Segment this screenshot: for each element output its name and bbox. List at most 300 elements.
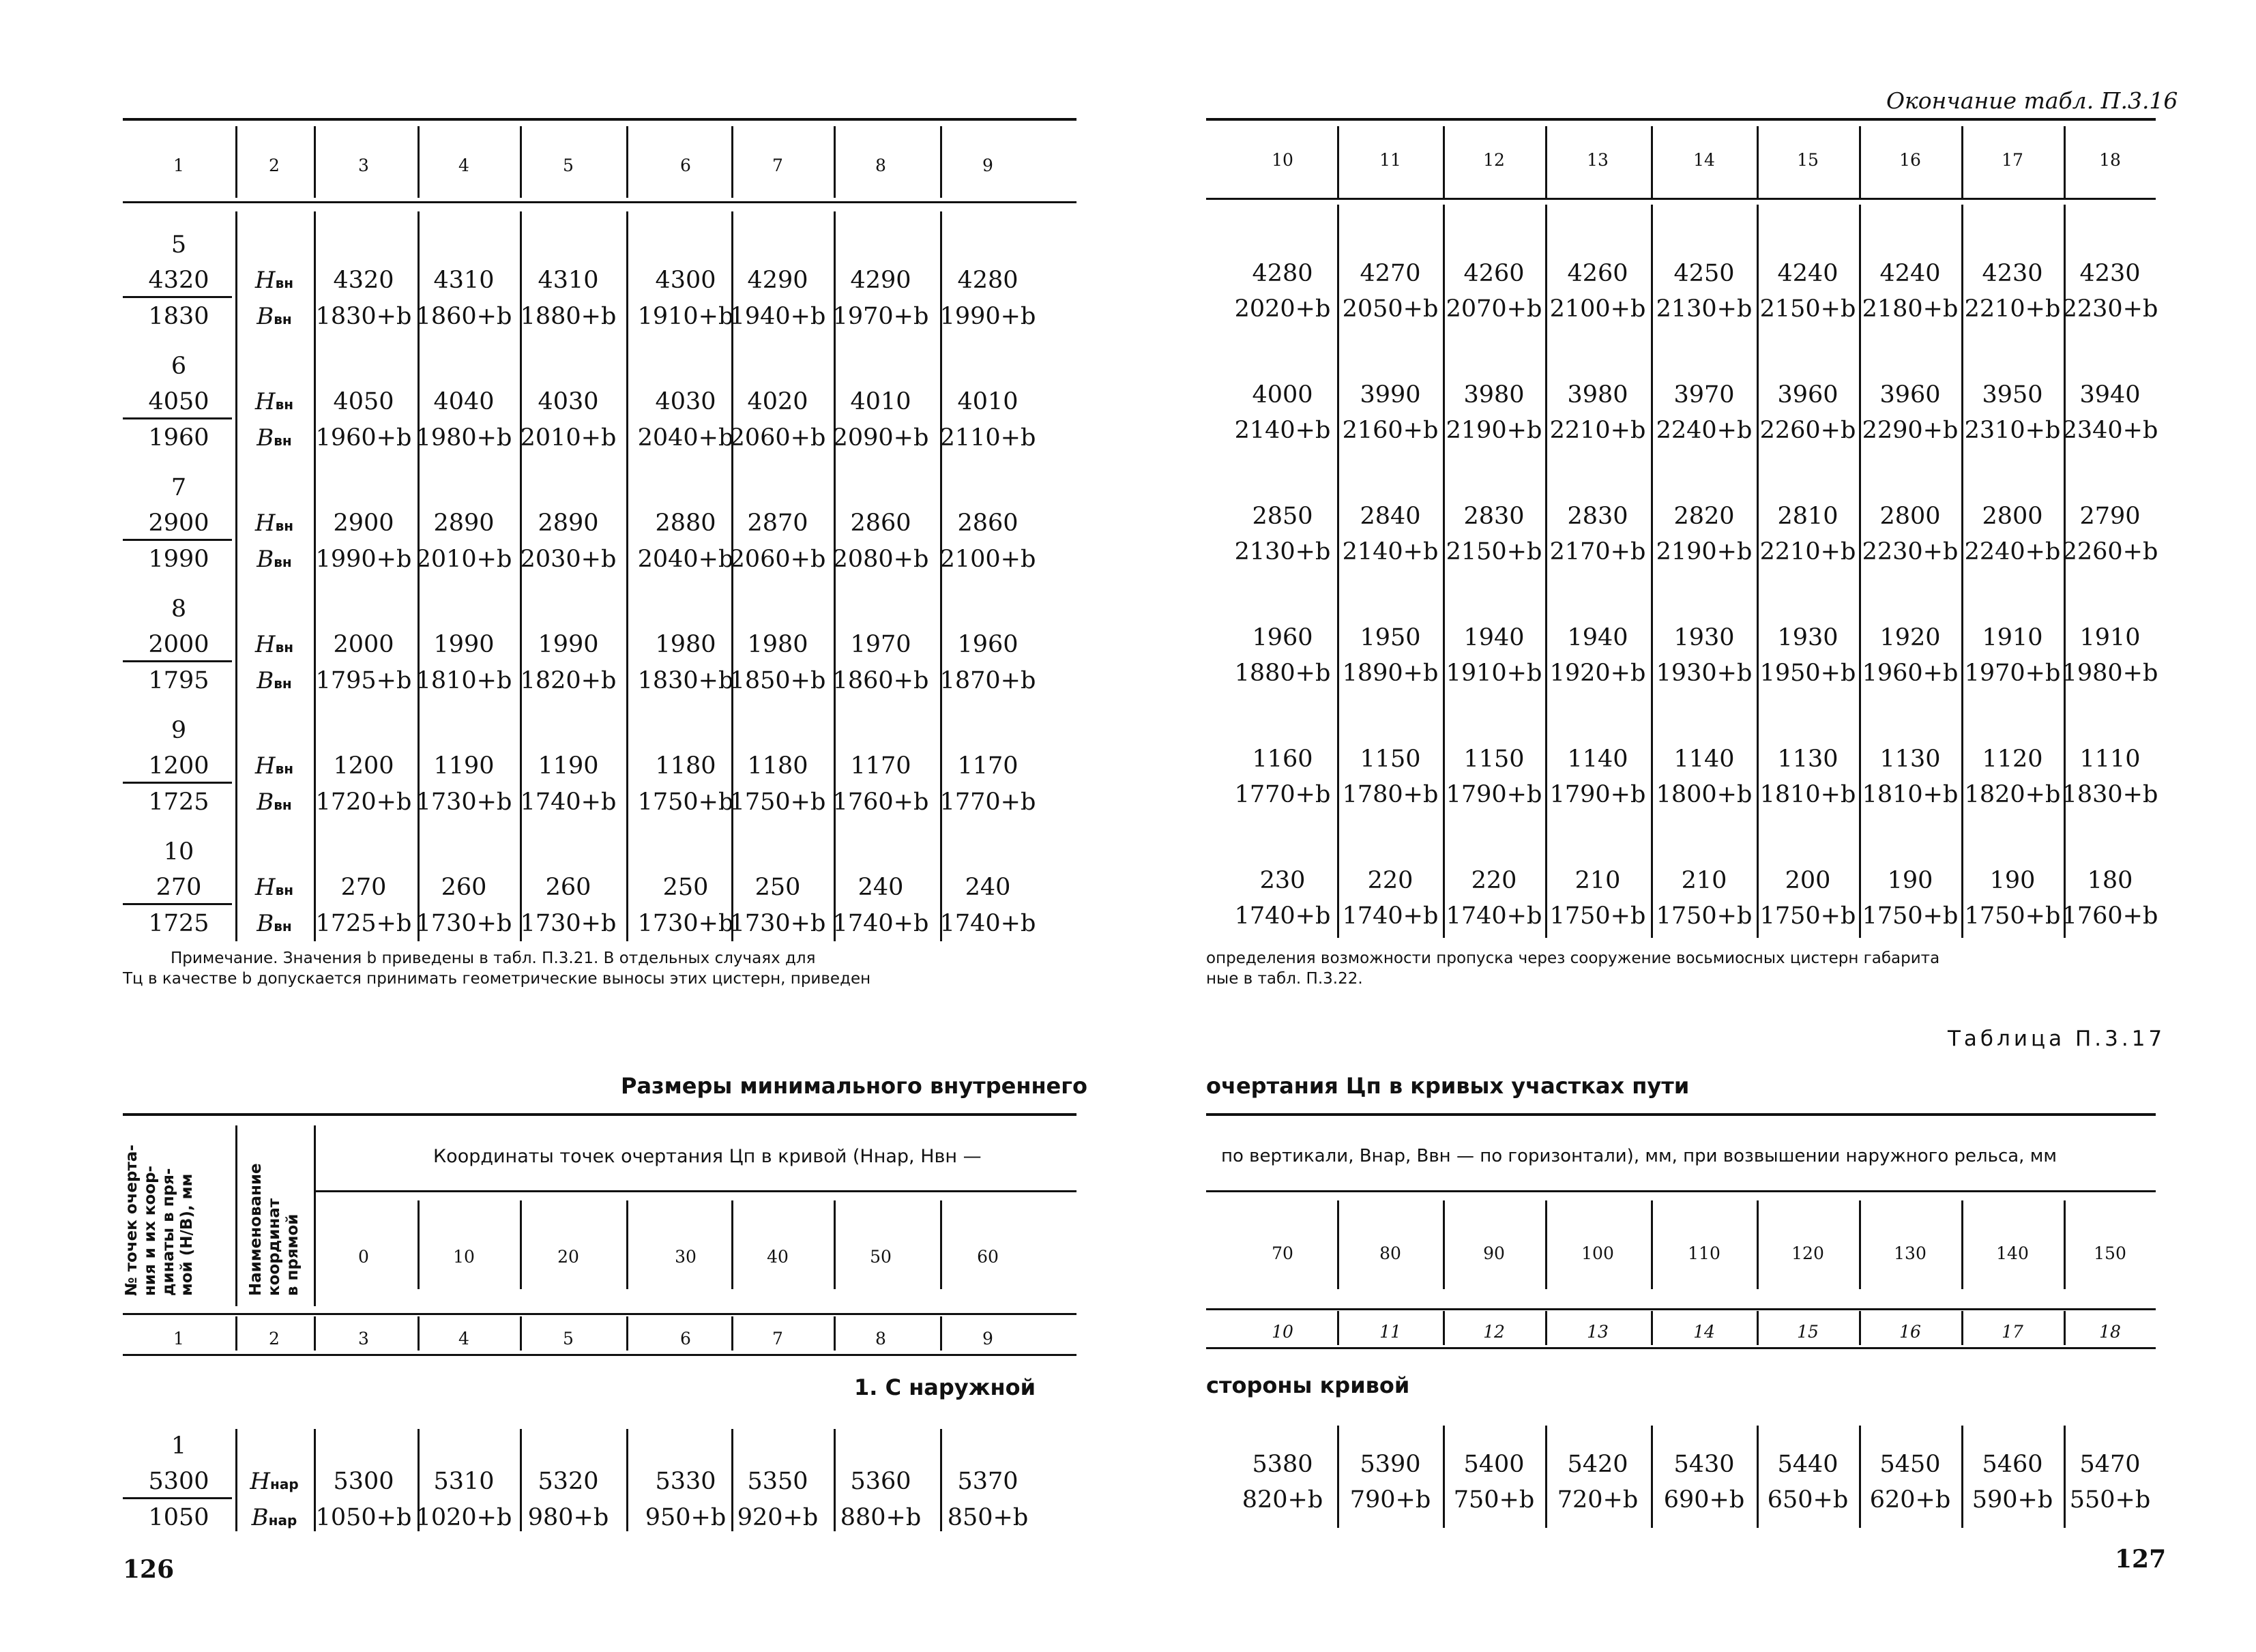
coordinate-name-h <box>237 269 312 292</box>
point-h-straight: 1200 <box>148 752 209 780</box>
h-value: 5430 <box>1673 1451 1735 1478</box>
h-value: 2880 <box>655 510 716 537</box>
h-value: 1990 <box>538 631 599 658</box>
h-value: 1940 <box>1463 624 1525 651</box>
b-value: 2260+b <box>1759 417 1856 444</box>
h-value: 5360 <box>850 1468 911 1495</box>
b-value: 2130+b <box>1234 538 1331 565</box>
coordinate-letter: B <box>257 424 274 452</box>
coordinate-letter: B <box>257 910 274 937</box>
coordinate-letter: B <box>257 788 274 816</box>
header-column-rule <box>520 1200 522 1289</box>
h-value: 2790 <box>2079 503 2141 530</box>
b-value: 1740+b <box>520 788 617 816</box>
b-value: 880+b <box>840 1504 922 1531</box>
b-value: 1790+b <box>1446 781 1542 808</box>
body-column-rule <box>1859 1426 1861 1528</box>
h-value: 3960 <box>1879 381 1941 409</box>
coordinate-letter: H <box>254 752 276 780</box>
body-column-rule <box>1757 1426 1759 1528</box>
b-value: 1970+b <box>1964 660 2061 687</box>
h-value: 4000 <box>1252 381 1313 409</box>
b-value: 1720+b <box>315 788 412 816</box>
h-value: 200 <box>1785 867 1831 894</box>
column-index: 5 <box>563 1329 574 1348</box>
b-value: 1810+b <box>1759 781 1856 808</box>
h-value: 1200 <box>333 752 394 780</box>
h-value: 1190 <box>433 752 495 780</box>
table-top-rule <box>123 1113 1076 1116</box>
h-value: 1190 <box>538 752 599 780</box>
point-b-straight: 1990 <box>148 546 209 573</box>
column-index: 9 <box>982 1329 993 1348</box>
h-value: 2830 <box>1463 503 1525 530</box>
h-value: 5350 <box>747 1468 808 1495</box>
b-value: 1910+b <box>637 303 734 330</box>
b-value: 1820+b <box>520 667 617 694</box>
h-value: 3980 <box>1567 381 1628 409</box>
b-value: 1770+b <box>939 788 1036 816</box>
h-value: 1920 <box>1879 624 1941 651</box>
elevation-value: 140 <box>1996 1243 2029 1263</box>
point-h-straight: 270 <box>156 874 202 901</box>
h-value: 2860 <box>850 510 911 537</box>
h-value: 190 <box>1887 867 1933 894</box>
b-value: 1050+b <box>315 1504 412 1531</box>
h-value: 250 <box>662 874 709 901</box>
h-value: 2820 <box>1673 503 1735 530</box>
b-value: 1730+b <box>520 910 617 937</box>
header-column-rule <box>626 126 628 198</box>
section-title: Размеры минимального внутреннего <box>621 1073 1087 1099</box>
b-value: 1860+b <box>415 303 512 330</box>
h-value: 2810 <box>1777 503 1839 530</box>
header-col-number: 16 <box>1899 150 1921 170</box>
coordinate-subscript: вн <box>274 432 292 449</box>
point-h-straight: 2000 <box>148 631 209 658</box>
b-value: 2160+b <box>1342 417 1439 444</box>
h-value: 3950 <box>1982 381 2043 409</box>
elevation-value: 100 <box>1581 1243 1614 1263</box>
b-value: 1930+b <box>1656 660 1753 687</box>
column-index: 12 <box>1483 1322 1505 1342</box>
elevation-value: 30 <box>675 1247 697 1267</box>
coordinate-subscript: вн <box>274 797 292 813</box>
elevation-value: 70 <box>1272 1243 1293 1263</box>
b-value: 2180+b <box>1862 295 1959 323</box>
h-value: 4010 <box>957 388 1019 415</box>
header-col-number: 1 <box>173 156 184 175</box>
header-col-number: 10 <box>1272 150 1293 170</box>
b-value: 1730+b <box>415 910 512 937</box>
b-value: 2090+b <box>832 424 929 452</box>
h-value: 5370 <box>957 1468 1019 1495</box>
h-value: 4260 <box>1463 260 1525 287</box>
b-value: 1750+b <box>1549 902 1646 930</box>
b-value: 2130+b <box>1656 295 1753 323</box>
b-value: 1750+b <box>1656 902 1753 930</box>
b-value: 2150+b <box>1446 538 1542 565</box>
b-value: 2230+b <box>2062 295 2158 323</box>
b-value: 1830+b <box>637 667 734 694</box>
b-value: 1870+b <box>939 667 1036 694</box>
h-value: 4300 <box>655 267 716 294</box>
h-value: 5320 <box>538 1468 599 1495</box>
h-value: 4310 <box>433 267 495 294</box>
elevation-value: 150 <box>2094 1243 2126 1263</box>
elevation-value: 110 <box>1688 1243 1720 1263</box>
index-bottom-rule <box>123 1354 1076 1356</box>
h-value: 4290 <box>747 267 808 294</box>
b-value: 2190+b <box>1656 538 1753 565</box>
column-index: 4 <box>458 1329 469 1348</box>
b-value: 2050+b <box>1342 295 1439 323</box>
h-value: 1960 <box>957 631 1019 658</box>
header-col-number: 18 <box>2099 150 2121 170</box>
column-head-coordinate-names: Наименование координат в прямой <box>247 1163 302 1296</box>
b-value: 1920+b <box>1549 660 1646 687</box>
h-value: 1110 <box>2079 746 2141 773</box>
h-value: 3980 <box>1463 381 1525 409</box>
h-value: 2830 <box>1567 503 1628 530</box>
b-value: 2170+b <box>1549 538 1646 565</box>
b-value: 690+b <box>1663 1486 1745 1514</box>
b-value: 1970+b <box>832 303 929 330</box>
header-col-number: 2 <box>269 156 280 175</box>
column-index: 15 <box>1797 1322 1819 1342</box>
h-value: 1940 <box>1567 624 1628 651</box>
b-value: 2010+b <box>520 424 617 452</box>
coordinate-name-h <box>237 876 312 899</box>
column-index: 13 <box>1587 1322 1609 1342</box>
note-line: Примечание. Значения b приведены в табл. П.3.21. В отдельных случаях для <box>171 949 816 967</box>
h-value: 2870 <box>747 510 808 537</box>
b-value: 1750+b <box>729 788 826 816</box>
coordinate-subscript: вн <box>275 761 294 777</box>
table-label: Таблица П.3.17 <box>1948 1027 2166 1051</box>
header-column-rule <box>731 1200 733 1289</box>
h-value: 1930 <box>1777 624 1839 651</box>
b-value: 1850+b <box>729 667 826 694</box>
b-value: 720+b <box>1557 1486 1639 1514</box>
coordinate-subscript: вн <box>275 396 294 413</box>
h-value: 2860 <box>957 510 1019 537</box>
b-value: 2290+b <box>1862 417 1959 444</box>
h-value: 240 <box>858 874 904 901</box>
point-number: 1 <box>171 1432 187 1460</box>
b-value: 1960+b <box>1862 660 1959 687</box>
coordinates-heading: по вертикали, Bнар, Bвн — по горизонтали), мм, при возвышении наружного рельса, мм <box>1221 1146 2057 1166</box>
point-b-straight: 1960 <box>148 424 209 452</box>
b-value: 1740+b <box>1446 902 1542 930</box>
h-value: 2800 <box>1879 503 1941 530</box>
b-value: 850+b <box>947 1504 1029 1531</box>
coordinate-name-b <box>237 305 312 328</box>
b-value: 2240+b <box>1656 417 1753 444</box>
h-value: 2890 <box>538 510 599 537</box>
h-value: 4020 <box>747 388 808 415</box>
h-value: 220 <box>1471 867 1517 894</box>
b-value: 1795+b <box>315 667 412 694</box>
coordinate-name-b <box>237 548 312 571</box>
h-value: 4030 <box>655 388 716 415</box>
b-value: 2150+b <box>1759 295 1856 323</box>
header-column-rule <box>314 1125 316 1306</box>
b-value: 1730+b <box>729 910 826 937</box>
header-bottom-rule <box>1206 198 2156 200</box>
h-value: 4230 <box>2079 260 2141 287</box>
b-value: 1890+b <box>1342 660 1439 687</box>
coordinate-letter: B <box>257 667 274 694</box>
h-value: 5310 <box>433 1468 495 1495</box>
elevation-value: 10 <box>453 1247 475 1267</box>
b-value: 750+b <box>1453 1486 1535 1514</box>
header-col-number: 5 <box>563 156 574 175</box>
table-top-rule <box>1206 118 2156 121</box>
b-value: 1020+b <box>415 1504 512 1531</box>
header-column-rule <box>626 1200 628 1289</box>
h-value: 2840 <box>1360 503 1421 530</box>
b-value: 1740+b <box>1234 902 1331 930</box>
h-value: 1980 <box>655 631 716 658</box>
coordinate-name-h <box>237 390 312 413</box>
b-value: 620+b <box>1869 1486 1951 1514</box>
header-col-number: 15 <box>1797 150 1819 170</box>
note-line: Тц в качестве b допускается принимать геометрические выносы этих цистерн, приведен <box>123 970 871 988</box>
b-value: 950+b <box>645 1504 727 1531</box>
coordinate-letter: B <box>251 1504 269 1531</box>
coordinate-name-b <box>237 1506 312 1529</box>
h-value: 2850 <box>1252 503 1313 530</box>
h-value: 4260 <box>1567 260 1628 287</box>
column-index: 2 <box>269 1329 280 1348</box>
h-value: 4040 <box>433 388 495 415</box>
h-value: 5470 <box>2079 1451 2141 1478</box>
b-value: 650+b <box>1767 1486 1849 1514</box>
h-value: 4230 <box>1982 260 2043 287</box>
elevation-value: 0 <box>358 1247 369 1267</box>
b-value: 1790+b <box>1549 781 1646 808</box>
b-value: 2140+b <box>1234 417 1331 444</box>
coordinate-name-b <box>237 788 312 816</box>
b-value: 2240+b <box>1964 538 2061 565</box>
b-value: 1830+b <box>315 303 412 330</box>
b-value: 1780+b <box>1342 781 1439 808</box>
page-number: 126 <box>123 1555 175 1584</box>
h-value: 4320 <box>333 267 394 294</box>
point-b-straight: 1795 <box>148 667 209 694</box>
b-value: 1820+b <box>1964 781 2061 808</box>
header-bottom-rule <box>123 201 1076 203</box>
coordinate-letter: H <box>254 388 276 415</box>
header-col-number: 4 <box>458 156 469 175</box>
h-value: 1980 <box>747 631 808 658</box>
coordinate-subscript: вн <box>275 639 294 655</box>
b-value: 1980+b <box>2062 660 2158 687</box>
coordinate-name-h <box>237 1470 312 1493</box>
header-col-number: 3 <box>358 156 369 175</box>
coordinate-name-b <box>237 424 312 452</box>
b-value: 2040+b <box>637 546 734 573</box>
coordinate-subscript: вн <box>274 918 292 934</box>
b-value: 1990+b <box>315 546 412 573</box>
b-value: 1730+b <box>415 788 512 816</box>
h-value: 4010 <box>850 388 911 415</box>
b-value: 2210+b <box>1759 538 1856 565</box>
coordinate-letter: H <box>254 510 276 537</box>
b-value: 2060+b <box>729 424 826 452</box>
column-index: 3 <box>358 1329 369 1348</box>
b-value: 2020+b <box>1234 295 1331 323</box>
index-bottom-rule <box>1206 1347 2156 1349</box>
h-value: 260 <box>545 874 591 901</box>
b-value: 2310+b <box>1964 417 2061 444</box>
h-value: 5460 <box>1982 1451 2043 1478</box>
column-index: 11 <box>1379 1322 1401 1342</box>
body-column-rule <box>1545 1426 1547 1528</box>
h-value: 3990 <box>1360 381 1421 409</box>
body-column-rule <box>1651 1426 1653 1528</box>
b-value: 1810+b <box>415 667 512 694</box>
h-value: 4310 <box>538 267 599 294</box>
coordinates-heading: Координаты точек очертания Цп в кривой (Hнар, Hвн — <box>433 1146 982 1167</box>
coordinate-subscript: вн <box>275 518 294 534</box>
point-h-straight: 2900 <box>148 510 209 537</box>
header-col-number: 12 <box>1483 150 1505 170</box>
h-value: 5300 <box>333 1468 394 1495</box>
coordinate-subscript: нар <box>270 1476 299 1492</box>
header-column-rule <box>235 1125 237 1306</box>
b-value: 1960+b <box>315 424 412 452</box>
b-value: 2210+b <box>1549 417 1646 444</box>
h-value: 220 <box>1367 867 1413 894</box>
coordinate-letter: H <box>254 631 276 658</box>
h-value: 1910 <box>2079 624 2141 651</box>
note-line: определения возможности пропуска через сооружение восьмиосных цистерн габарита <box>1206 949 1940 967</box>
h-value: 1150 <box>1463 746 1525 773</box>
h-value: 4050 <box>333 388 394 415</box>
h-value: 5400 <box>1463 1451 1525 1478</box>
fraction-bar <box>123 1497 232 1499</box>
point-number: 9 <box>171 717 187 744</box>
column-index: 7 <box>772 1329 783 1348</box>
header-col-number: 13 <box>1587 150 1609 170</box>
body-column-rule <box>626 211 628 941</box>
point-b-straight: 1725 <box>148 910 209 937</box>
h-value: 1990 <box>433 631 495 658</box>
b-value: 1990+b <box>939 303 1036 330</box>
b-value: 1740+b <box>832 910 929 937</box>
b-value: 2060+b <box>729 546 826 573</box>
h-value: 5390 <box>1360 1451 1421 1478</box>
point-b-straight: 1830 <box>148 303 209 330</box>
h-value: 1180 <box>655 752 716 780</box>
body-column-rule <box>1337 1426 1339 1528</box>
column-index: 8 <box>875 1329 886 1348</box>
coordinate-subscript: вн <box>275 882 294 898</box>
header-sub-rule <box>1206 1190 2156 1192</box>
b-value: 1880+b <box>520 303 617 330</box>
header-column-rule <box>834 1200 836 1289</box>
coordinate-letter: H <box>254 267 276 294</box>
point-b-straight: 1050 <box>148 1504 209 1531</box>
elevation-value: 130 <box>1894 1243 1927 1263</box>
b-value: 590+b <box>1972 1486 2053 1514</box>
b-value: 2100+b <box>939 546 1036 573</box>
h-value: 4290 <box>850 267 911 294</box>
h-value: 3960 <box>1777 381 1839 409</box>
h-value: 1160 <box>1252 746 1313 773</box>
h-value: 1910 <box>1982 624 2043 651</box>
b-value: 1750+b <box>1759 902 1856 930</box>
b-value: 1740+b <box>1342 902 1439 930</box>
b-value: 920+b <box>737 1504 819 1531</box>
h-value: 190 <box>1989 867 2036 894</box>
coordinate-subscript: вн <box>274 675 292 692</box>
b-value: 1740+b <box>939 910 1036 937</box>
h-value: 3940 <box>2079 381 2141 409</box>
h-value: 1960 <box>1252 624 1313 651</box>
h-value: 1930 <box>1673 624 1735 651</box>
subsection-title: 1. С наружной <box>854 1374 1036 1400</box>
table-continuation-caption: Окончание табл. П.3.16 <box>1886 87 2178 114</box>
coordinate-name-b <box>237 912 312 935</box>
column-index: 14 <box>1693 1322 1715 1342</box>
h-value: 260 <box>441 874 487 901</box>
point-number: 8 <box>171 595 187 623</box>
header-col-number: 14 <box>1693 150 1715 170</box>
column-index: 16 <box>1899 1322 1921 1342</box>
coordinate-letter: B <box>257 546 274 573</box>
h-value: 210 <box>1681 867 1727 894</box>
h-value: 1970 <box>850 631 911 658</box>
b-value: 2210+b <box>1964 295 2061 323</box>
h-value: 2890 <box>433 510 495 537</box>
coordinate-name-h <box>237 754 312 778</box>
b-value: 1760+b <box>832 788 929 816</box>
b-value: 1910+b <box>1446 660 1542 687</box>
h-value: 210 <box>1574 867 1621 894</box>
elevation-value: 80 <box>1379 1243 1401 1263</box>
h-value: 3970 <box>1673 381 1735 409</box>
h-value: 2000 <box>333 631 394 658</box>
h-value: 4030 <box>538 388 599 415</box>
column-index: 10 <box>1272 1322 1293 1342</box>
b-value: 2230+b <box>1862 538 1959 565</box>
coordinate-letter: B <box>257 303 274 330</box>
elevation-value: 20 <box>557 1247 579 1267</box>
point-number: 7 <box>171 474 187 501</box>
h-value: 240 <box>965 874 1011 901</box>
h-value: 4240 <box>1777 260 1839 287</box>
subsection-title: стороны кривой <box>1206 1372 1410 1398</box>
header-column-rule <box>940 1200 942 1289</box>
h-value: 1140 <box>1673 746 1735 773</box>
b-value: 1950+b <box>1759 660 1856 687</box>
header-col-number: 11 <box>1379 150 1401 170</box>
h-value: 1120 <box>1982 746 2043 773</box>
point-number: 10 <box>163 838 194 866</box>
coordinate-subscript: нар <box>268 1512 297 1529</box>
h-value: 1950 <box>1360 624 1421 651</box>
b-value: 2040+b <box>637 424 734 452</box>
fraction-bar <box>123 660 232 662</box>
h-value: 1180 <box>747 752 808 780</box>
b-value: 2100+b <box>1549 295 1646 323</box>
h-value: 1150 <box>1360 746 1421 773</box>
coordinate-name-h <box>237 512 312 535</box>
coordinate-subscript: вн <box>275 275 294 291</box>
